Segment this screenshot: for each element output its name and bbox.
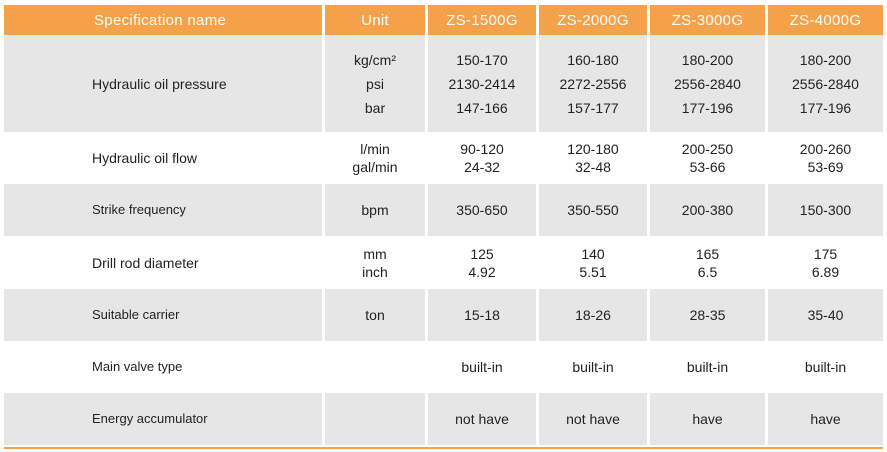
value-cell: 15-18 [425, 289, 536, 341]
cell-value: 5.51 [579, 263, 607, 280]
value-cell: have [765, 393, 883, 445]
unit-value: mm [363, 245, 387, 262]
table-row [4, 132, 883, 184]
bottom-rule [4, 447, 883, 449]
value-cell: 35-40 [765, 289, 883, 341]
value-cell [536, 35, 647, 132]
value-cell [536, 132, 647, 184]
value-cell: 150-300 [765, 184, 883, 236]
table-row [4, 35, 883, 132]
table-row [4, 289, 883, 341]
cell-value: 53-69 [807, 159, 844, 175]
value-cell [647, 132, 765, 184]
value-cell: built-in [425, 341, 536, 393]
cell-value: 147-166 [456, 99, 508, 116]
cell-value: 200-250 [681, 141, 734, 157]
cell-value: 32-48 [575, 159, 611, 175]
table-row [4, 393, 883, 445]
cell-value: 4.92 [468, 263, 496, 280]
cell-value: 2272-2556 [559, 75, 627, 92]
value-cell: not have [536, 393, 647, 445]
header-model: ZS-2000G [536, 5, 647, 35]
value-cell [647, 236, 765, 289]
cell-value: 2130-2414 [448, 75, 516, 92]
header-model: ZS-4000G [765, 5, 883, 35]
cell-value: 2556-2840 [792, 75, 859, 92]
unit-cell: bpm [322, 184, 425, 236]
cell-value: 24-32 [464, 159, 500, 175]
cell-value: 200-260 [799, 141, 852, 157]
unit-value: kg/cm² [354, 51, 396, 68]
row-name: Suitable carrier [4, 289, 322, 341]
value-cell [536, 236, 647, 289]
row-name: Strike frequency [4, 184, 322, 236]
value-cell [425, 35, 536, 132]
unit-value: inch [362, 263, 388, 280]
row-name: Energy accumulator [4, 393, 322, 445]
value-cell [765, 236, 883, 289]
value-cell: not have [425, 393, 536, 445]
cell-value: 160-180 [567, 51, 619, 68]
value-cell: 350-550 [536, 184, 647, 236]
unit-value: gal/min [352, 159, 398, 175]
cell-value: 53-66 [689, 159, 726, 175]
header-model: ZS-1500G [425, 5, 536, 35]
value-cell: 18-26 [536, 289, 647, 341]
cell-value: 6.89 [811, 263, 840, 280]
value-cell: built-in [765, 341, 883, 393]
value-cell: have [647, 393, 765, 445]
table-row [4, 184, 883, 236]
cell-value: 157-177 [567, 99, 619, 116]
value-cell [765, 132, 883, 184]
value-cell [765, 35, 883, 132]
value-cell [647, 35, 765, 132]
unit-cell: ton [322, 289, 425, 341]
value-cell: 28-35 [647, 289, 765, 341]
unit-cell [322, 132, 425, 184]
cell-value: 120-180 [567, 141, 619, 157]
value-cell [425, 132, 536, 184]
cell-value: 140 [581, 245, 605, 262]
value-cell: built-in [647, 341, 765, 393]
row-name: Hydraulic oil flow [4, 132, 322, 184]
header-row [4, 5, 883, 35]
cell-value: 125 [470, 245, 494, 262]
value-cell: 350-650 [425, 184, 536, 236]
cell-value: 6.5 [697, 263, 718, 280]
header-unit: Unit [322, 5, 425, 35]
unit-cell [322, 236, 425, 289]
value-cell: built-in [536, 341, 647, 393]
cell-value: 177-196 [681, 99, 734, 116]
table-row [4, 236, 883, 289]
cell-value: 165 [695, 245, 720, 262]
spec-table [4, 5, 883, 445]
unit-cell [322, 341, 425, 393]
cell-value: 150-170 [456, 51, 508, 68]
unit-cell [322, 35, 425, 132]
unit-value: l/min [360, 141, 390, 157]
cell-value: 180-200 [799, 51, 852, 68]
table-row [4, 341, 883, 393]
value-cell: 200-380 [647, 184, 765, 236]
header-model: ZS-3000G [647, 5, 765, 35]
cell-value: 177-196 [799, 99, 852, 116]
row-name: Drill rod diameter [4, 236, 322, 289]
cell-value: 180-200 [681, 51, 734, 68]
row-name: Main valve type [4, 341, 322, 393]
cell-value: 90-120 [460, 141, 504, 157]
cell-value: 175 [813, 245, 838, 262]
unit-value: psi [366, 75, 384, 92]
cell-value: 2556-2840 [674, 75, 741, 92]
value-cell [425, 236, 536, 289]
unit-cell [322, 393, 425, 445]
header-spec-name: Specification name [4, 5, 322, 35]
unit-value: bar [364, 99, 386, 116]
row-name: Hydraulic oil pressure [4, 35, 322, 132]
